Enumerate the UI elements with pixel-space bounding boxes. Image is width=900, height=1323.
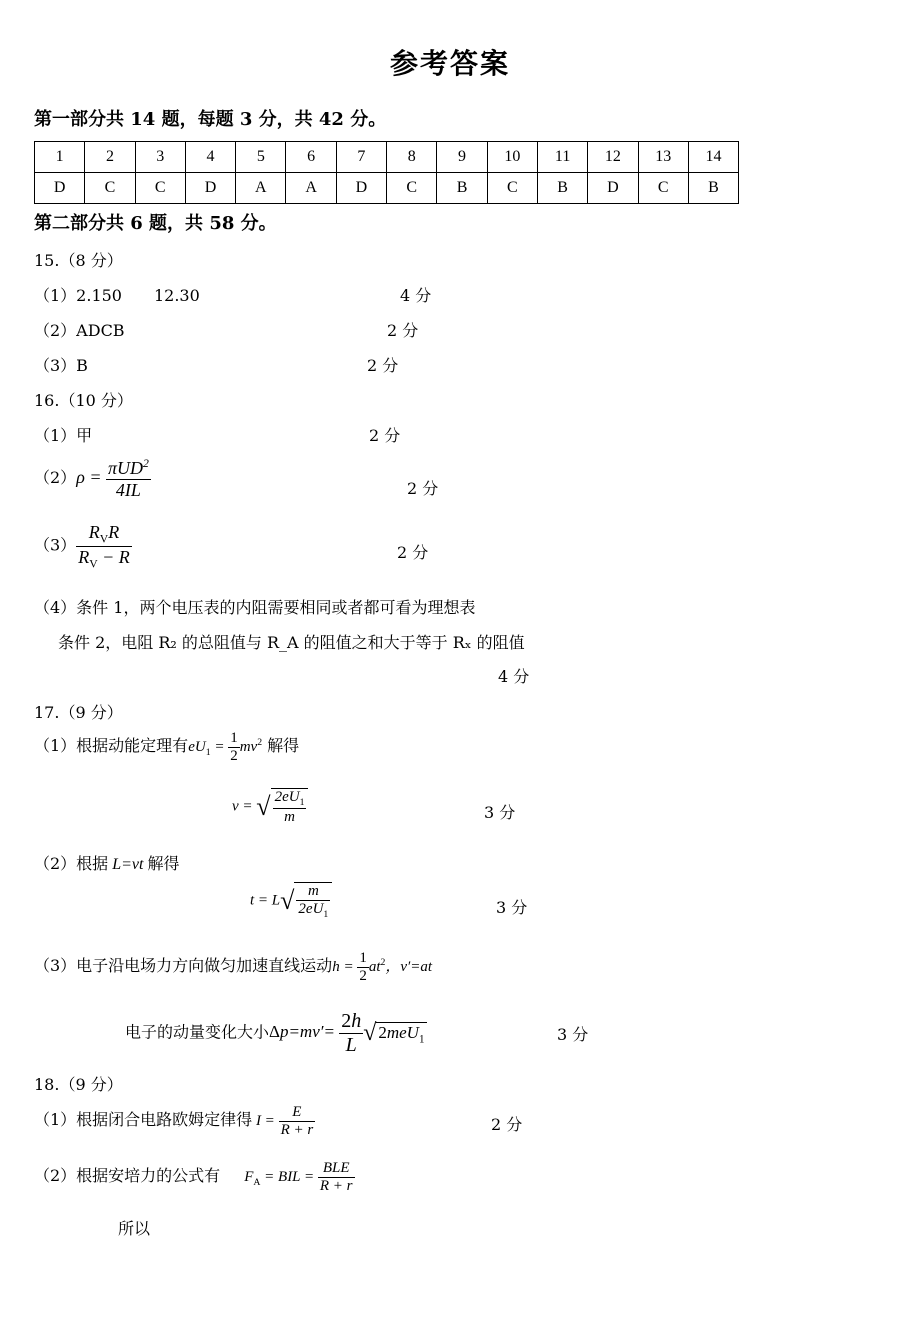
q18-line1 (34, 1104, 315, 1140)
q-number: 2 (85, 142, 135, 173)
q-number: 8 (387, 142, 437, 173)
q17-score2: 3 分 (496, 898, 528, 917)
q17-line3-text: （3）电子沿电场力方向做匀加速直线运动 (34, 956, 333, 976)
q-number: 11 (537, 142, 587, 173)
q-answer: D (336, 173, 386, 204)
q16-header: 16.（10 分） (34, 391, 133, 410)
q-answer: C (387, 173, 437, 204)
q-number: 12 (588, 142, 638, 173)
q17-line3 (34, 950, 432, 986)
q-answer: C (638, 173, 688, 204)
q18-line1-text: （1）根据闭合电路欧姆定律得 (34, 1110, 253, 1130)
resistance-formula: $\frac{R_VR}{R_V - R}$ (78, 522, 130, 571)
q16-score3: 2 分 (397, 543, 429, 562)
q17-line2 (34, 851, 179, 874)
q16-line1: （1）甲 (34, 426, 93, 445)
q16-line3 (34, 522, 132, 571)
ohm-law-formula: I = $\frac{E}{R + r}$ (252, 1104, 314, 1139)
q17-line4 (125, 1010, 427, 1057)
q17-score3: 3 分 (557, 1025, 589, 1044)
ampere-force-formula: $F_A$ = BIL = $\frac{\text{BLE}}{R + r}$ (244, 1160, 353, 1195)
q15-score3: 2 分 (367, 356, 399, 375)
q-answer: A (236, 173, 286, 204)
q-answer: B (537, 173, 587, 204)
q-number: 6 (286, 142, 336, 173)
q18-line2 (34, 1160, 355, 1196)
q-answer: B (688, 173, 738, 204)
answer-table-numbers-row (35, 142, 739, 173)
q-number: 7 (336, 142, 386, 173)
q15-line3: （3）B (34, 356, 88, 375)
q-answer: C (85, 173, 135, 204)
q-number: 3 (135, 142, 185, 173)
answer-table-answers-row (35, 173, 739, 204)
q18-score1: 2 分 (491, 1115, 523, 1134)
q15-score1: 4 分 (400, 286, 432, 305)
q-answer: D (588, 173, 638, 204)
q-number: 14 (688, 142, 738, 173)
kinetic-energy-formula: $eU_1$ = $\frac{1}{2}$ $mv^2$ (188, 730, 263, 765)
q-number: 10 (487, 142, 537, 173)
q16-line5: 条件 2，电阻 R₂ 的总阻值与 R_A 的阻值之和大于等于 Rₓ 的阻值 (58, 633, 525, 652)
q-answer: D (185, 173, 235, 204)
q16-line4: （4）条件 1，两个电压表的内阻需要相同或者都可看为理想表 (34, 598, 476, 617)
q-answer: A (286, 173, 336, 204)
answer-table (34, 141, 739, 204)
q17-line2-text: （2）根据 (34, 854, 109, 873)
q17-line4-text: 电子的动量变化大小 (125, 1022, 270, 1042)
q-answer: B (437, 173, 487, 204)
q18-header: 18.（9 分） (34, 1075, 123, 1094)
q16-score4: 4 分 (498, 667, 530, 686)
q16-line2 (34, 457, 151, 500)
q16-line2-prefix: （2） (34, 467, 77, 487)
q17-line1 (34, 730, 299, 766)
distance-formula: L=vt (108, 856, 148, 873)
q-answer: D (35, 173, 85, 204)
q18-line2-text: （2）根据安培力的公式有 (34, 1166, 221, 1186)
q16-score1: 2 分 (369, 426, 401, 445)
q-number: 4 (185, 142, 235, 173)
q15-line2: （2）ADCB (34, 321, 125, 340)
q-number: 9 (437, 142, 487, 173)
q16-score2: 2 分 (407, 479, 439, 498)
q17-line1-text: （1）根据动能定理有 (34, 736, 189, 756)
q-number: 13 (638, 142, 688, 173)
part1-heading: 第一部分共 14 题，每题 3 分，共 42 分。 (34, 109, 387, 130)
time-formula: t = L√ $\frac{m}{2eU_1}$ (250, 882, 332, 920)
page-title: 参考答案 (389, 47, 510, 80)
q15-line1: （1）2.150 12.30 (34, 286, 200, 305)
q17-score1: 3 分 (484, 803, 516, 822)
q15-score2: 2 分 (387, 321, 419, 340)
q17-line1-solve: 解得 (267, 736, 300, 756)
q-number: 1 (35, 142, 85, 173)
velocity-formula: v = √ $\frac{2eU_1}{m}$ (232, 788, 308, 826)
part2-heading: 第二部分共 6 题，共 58 分。 (34, 213, 277, 234)
resistivity-formula: ρ = $\frac{\pi UD^2}{4IL}$ (76, 457, 149, 500)
q-answer: C (135, 173, 185, 204)
q-number: 5 (236, 142, 286, 173)
q18-line3: 所以 (118, 1219, 151, 1238)
q-answer: C (487, 173, 537, 204)
q15-header: 15.（8 分） (34, 251, 123, 270)
q16-line3-prefix: （3） (34, 535, 77, 555)
momentum-formula: Δp=mv′= $\frac{2h}{L}$ √ 2meU$_1$ (269, 1010, 425, 1056)
acceleration-formula: h = $\frac{1}{2}$ $at^2$，v′=at (332, 950, 433, 985)
q17-line2-solve: 解得 (147, 854, 180, 873)
q17-header: 17.（9 分） (34, 703, 123, 722)
